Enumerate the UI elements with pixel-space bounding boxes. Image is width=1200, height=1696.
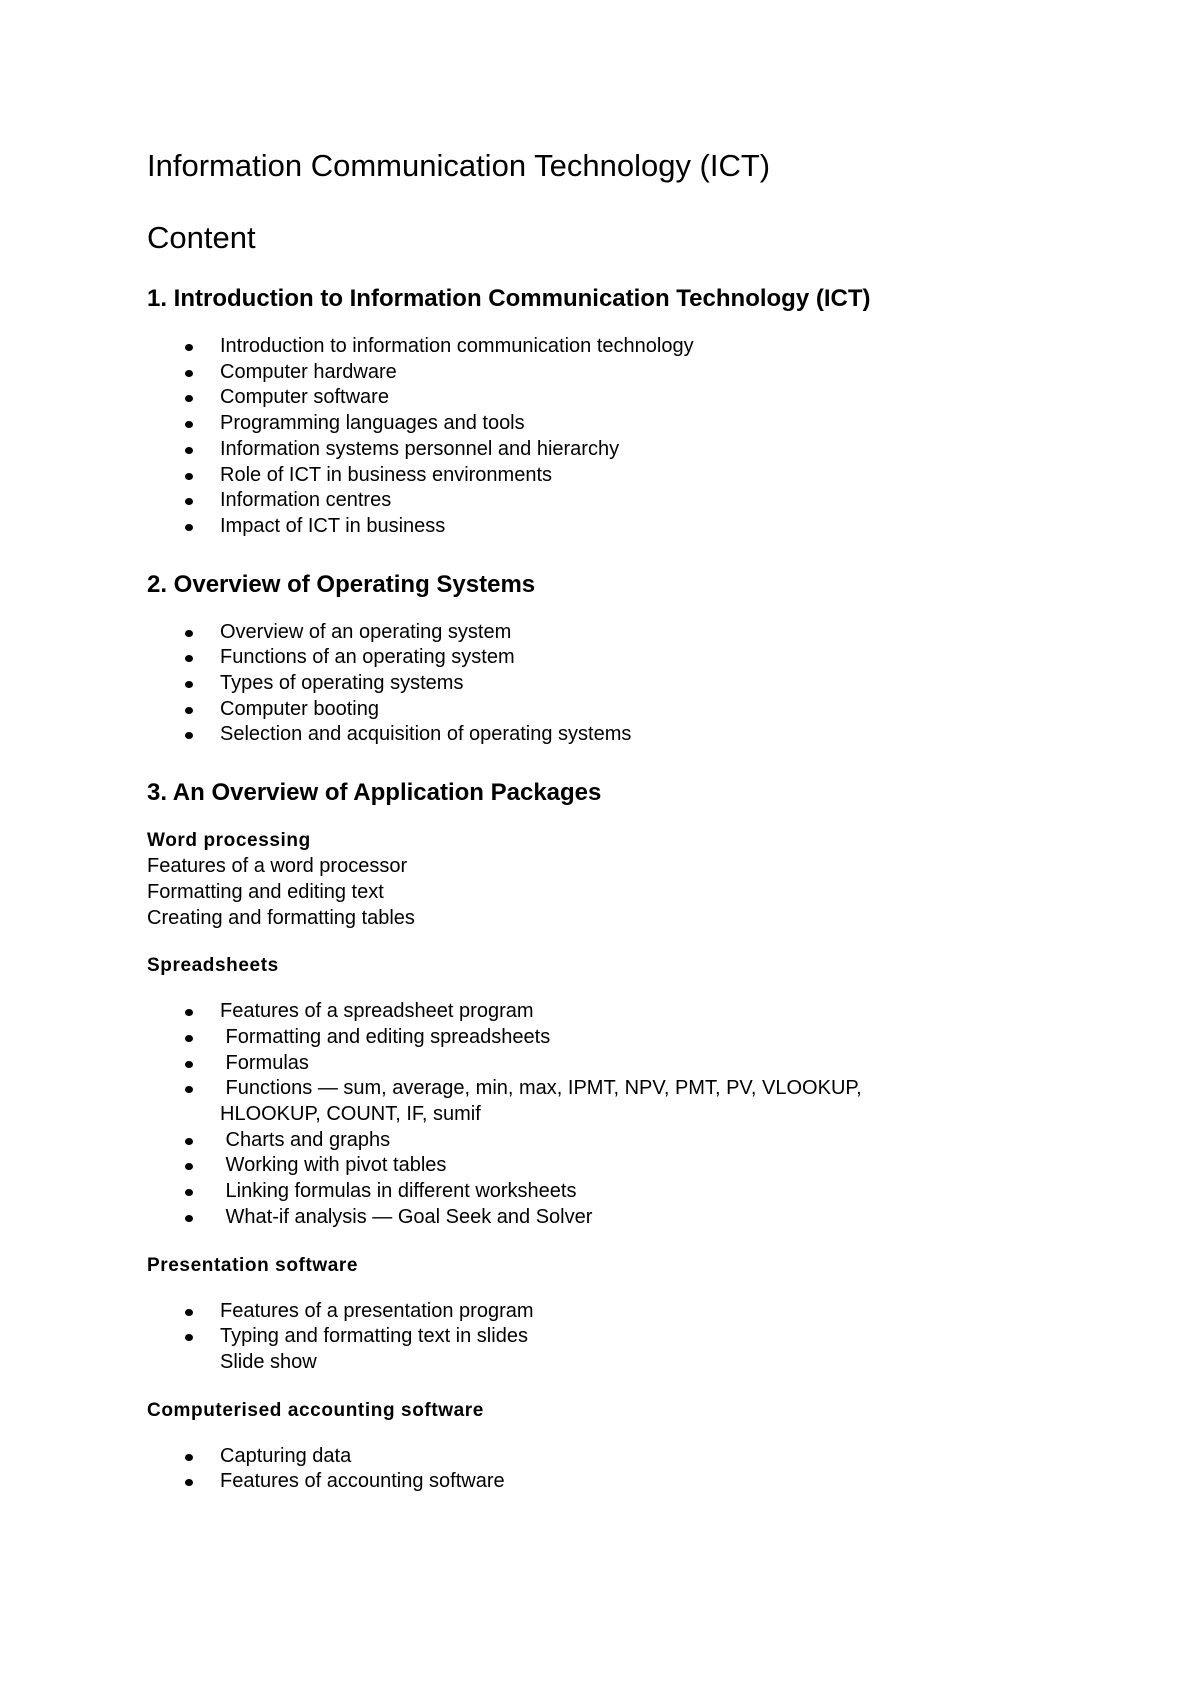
list-item: Computer hardware: [147, 360, 1087, 386]
text-line: Features of a word processor: [147, 855, 408, 878]
bullet-icon: [185, 1454, 193, 1461]
list-item: Introduction to information communication technology: [147, 334, 1087, 360]
text-line: Formatting and editing text: [147, 880, 384, 903]
list-item: Programming languages and tools: [147, 411, 1087, 437]
list-item: Overview of an operating system: [147, 620, 1087, 646]
list-item: Computer booting: [147, 697, 1087, 723]
subheading-accounting-software: Computerised accounting software: [147, 1399, 484, 1421]
bullet-icon: [185, 1334, 193, 1341]
bullet-icon: [185, 1309, 193, 1316]
bullet-icon: [185, 1035, 193, 1042]
bullet-icon: [185, 1215, 193, 1222]
bullet-icon: [185, 395, 193, 402]
list-item: Features of accounting software: [147, 1469, 1087, 1495]
section-heading-application-packages: 3. An Overview of Application Packages: [147, 779, 602, 807]
list-item: Linking formulas in different worksheets: [147, 1179, 1087, 1205]
list-item: What-if analysis — Goal Seek and Solver: [147, 1205, 1087, 1231]
list-item: Selection and acquisition of operating systems: [147, 722, 1087, 748]
list-item: Capturing data: [147, 1444, 1087, 1470]
content-heading: Content: [147, 220, 256, 255]
list-item: Information systems personnel and hierarchy: [147, 437, 1087, 463]
list-item: Computer software: [147, 385, 1087, 411]
bullet-icon: [185, 1189, 193, 1196]
list-item: Formatting and editing spreadsheets: [147, 1025, 1087, 1051]
os-topic-list: [147, 620, 1087, 749]
bullet-icon: [185, 1138, 193, 1145]
spreadsheet-topic-list: [147, 999, 1087, 1230]
bullet-icon: [185, 370, 193, 377]
list-item: Role of ICT in business environments: [147, 463, 1087, 489]
list-item: Functions of an operating system: [147, 645, 1087, 671]
accounting-topic-list: [147, 1444, 1087, 1495]
word-processing-lines: [147, 854, 1087, 931]
section-heading-operating-systems: 2. Overview of Operating Systems: [147, 570, 536, 598]
list-item-continuation: Slide show: [220, 1350, 317, 1373]
bullet-icon: [185, 1086, 193, 1093]
bullet-icon: [185, 681, 193, 688]
list-item: Types of operating systems: [147, 671, 1087, 697]
bullet-icon: [185, 707, 193, 714]
bullet-icon: [185, 655, 193, 662]
list-item: Impact of ICT in business: [147, 514, 1087, 540]
bullet-icon: [185, 1009, 193, 1016]
bullet-icon: [185, 344, 193, 351]
bullet-icon: [185, 447, 193, 454]
bullet-icon: [185, 473, 193, 480]
document-page: [147, 146, 1087, 1495]
list-item: Features of a presentation program: [147, 1299, 1087, 1325]
presentation-topic-list: [147, 1299, 1087, 1376]
bullet-icon: [185, 1479, 193, 1486]
list-item: Working with pivot tables: [147, 1153, 1087, 1179]
document-title: Information Communication Technology (ICT): [147, 148, 771, 183]
bullet-icon: [185, 1163, 193, 1170]
bullet-icon: [185, 498, 193, 505]
list-item: Information centres: [147, 488, 1087, 514]
bullet-icon: [185, 732, 193, 739]
bullet-icon: [185, 421, 193, 428]
list-item: Features of a spreadsheet program: [147, 999, 1087, 1025]
bullet-icon: [185, 1061, 193, 1068]
bullet-icon: [185, 630, 193, 637]
subheading-word-processing: Word processing: [147, 830, 311, 852]
list-item: Formulas: [147, 1051, 1087, 1077]
section-heading-intro: 1. Introduction to Information Communication Technology (ICT): [147, 285, 871, 312]
subheading-spreadsheets: Spreadsheets: [147, 955, 279, 977]
list-item-continuation: HLOOKUP, COUNT, IF, sumif: [220, 1103, 481, 1126]
text-line: Creating and formatting tables: [147, 906, 415, 929]
bullet-icon: [185, 524, 193, 531]
list-item: Typing and formatting text in slides Slide show: [147, 1324, 1087, 1375]
intro-topic-list: [147, 334, 1087, 540]
subheading-presentation-software: Presentation software: [147, 1254, 359, 1276]
list-item: Functions — sum, average, min, max, IPMT, NPV, PMT, PV, VLOOKUP, HLOOKUP, COUNT, IF, sumif: [147, 1076, 1087, 1127]
list-item: Charts and graphs: [147, 1128, 1087, 1154]
